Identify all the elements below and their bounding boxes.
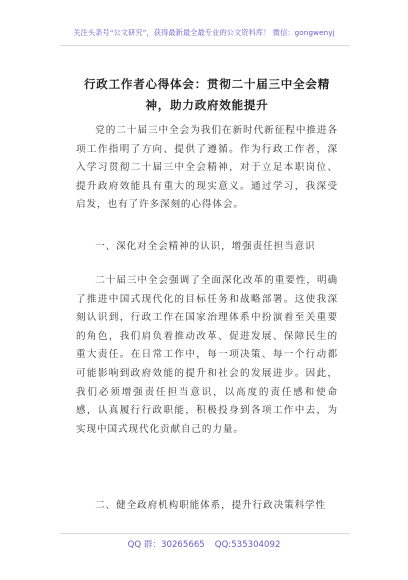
- section-heading-2: 二、健全政府机构职能体系，提升行政决策科学性: [95, 500, 327, 511]
- header-banner: 关注头条号“公文研究”，获得最新最全最专业的公文资料库！ 微信：gongwenyj: [73, 28, 335, 37]
- footer-qq-number: QQ:535304092: [214, 540, 281, 550]
- footer-divider: [60, 533, 350, 534]
- header-divider: [60, 45, 350, 46]
- document-title: 行政工作者心得体会：贯彻二十届三中全会精神，助力政府效能提升: [84, 77, 330, 112]
- footer-qq-group: QQ 群：30265665: [127, 540, 205, 550]
- section-heading-1: 一、深化对全会精神的认识，增强责任担当意识: [95, 241, 316, 252]
- paragraph-intro: 党的二十届三中全会为我们在新时代新征程中推进各项工作指明了方向、提供了遵循。作为行政工作者，深入学习贯彻二十届三中全会精神，对于立足本职岗位、提升政府效能具有重大的现实意义。通过学习，我深受启发，也有了许多深刻的心得体会。: [76, 125, 338, 211]
- paragraph-section-1: 二十届三中全会强调了全面深化改革的重要性，明确了推进中国式现代化的目标任务和战略部署。这使我深刻认识到，行政工作在国家治理体系中扮演着至关重要的角色，我们肩负着推动改革、促进发展、保障民生的重大责任。在日常工作中，每一项决策、每一个行动都可能影响到政府效能的提升和社会的发展进步。因此，我们必须增强责任担当意识，以高度的责任感和使命感，认真履行行政职能，积极投身到各项工作中去，为实现中国式现代化贡献自己的力量。: [76, 275, 338, 435]
- footer-contact: [0, 538, 408, 550]
